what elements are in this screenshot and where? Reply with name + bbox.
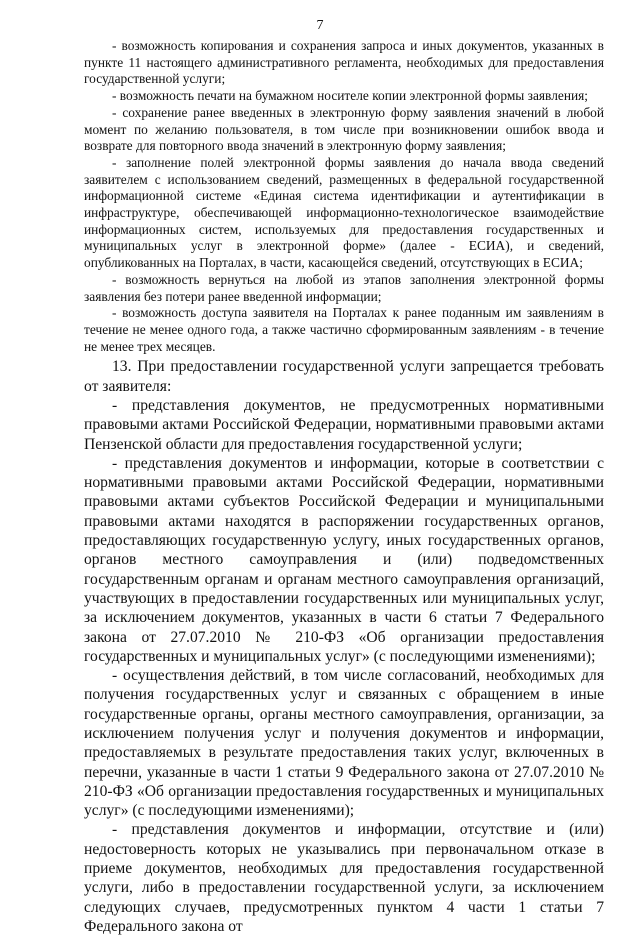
document-body [84, 38, 604, 936]
paragraph-prohibition-2: - представления документов и информации, которые в соответствии с нормативными правовыми актами Российской Федерации, нормативными правовыми актами субъектов Российской Федерации и муниципальными правовыми актами находятся в распоряжении государственных органов, предоставляющих государственную услугу, иных государственных органов, органов местного самоуправления и (или) подведомственных государственным органам и органам местного самоуправления организаций, участвующих в предоставлении государственных или муниципальных услуг, за исключением документов, указанных в части 6 статьи 7 Федерального закона от 27.07.2010 № 210-ФЗ «Об организации предоставления государственных и муниципальных услуг» (с последующими изменениями); [84, 454, 604, 665]
paragraph-saving-values: - сохранение ранее введенных в электронную форму заявления значений в любой момент по желанию пользователя, в том числе при возникновении ошибок ввода и возврате для повторного ввода значений в электронную форму заявления; [84, 104, 604, 154]
paragraph-printing: - возможность печати на бумажном носителе копии электронной формы заявления; [112, 88, 589, 104]
paragraph-prohibition-3: - осуществления действий, в том числе согласований, необходимых для получения государственных услуг и связанных с обращением в иные государственные органы, органы местного самоуправления, организации, за исключением получения услуг и получения документов и информации, предоставляемых в результате предоставления таких услуг, включенных в перечни, указанные в части 1 статьи 9 Федерального закона от 27.07.2010 № 210-ФЗ «Об организации предоставления государственных и муниципальных услуг» (с последующими изменениями); [84, 667, 604, 820]
paragraph-access-history: - возможность доступа заявителя на Порталах к ранее поданным им заявлениям в течение не менее одного года, а также частично сформированным заявлениям - в течение не менее трех месяцев. [84, 305, 604, 354]
paragraph-return-to-step: - возможность вернуться на любой из этапов заполнения электронной формы заявления без потери ранее введенной информации; [84, 271, 604, 304]
prohibitions-section [84, 357, 604, 936]
paragraph-prohibition-4: - представления документов и информации, отсутствие и (или) недостоверность которых не указывались при первоначальном отказе в приеме документов, необходимых для предоставления государственной услуги, либо в предоставлении государственной услуги, за исключением следующих случаев, предусмотренных пунктом 4 части 1 статьи 7 Федерального закона от [84, 821, 604, 935]
paragraph-clause-13: 13. При предоставлении государственной услуги запрещается требовать от заявителя: [84, 358, 604, 395]
page-number: 7 [316, 18, 324, 33]
paragraph-esia-prefill: - заполнение полей электронной формы заявления до начала ввода сведений заявителем с использованием сведений, размещенных в федеральной государственной информационной системе «Единая система идентификации и аутентификации в инфраструктуре, обеспечивающей информационно-технологическое взаимодействие информационных систем, используемых для предоставления государственных и муниципальных услуг в электронной форме» (далее - ЕСИА), и сведений, опубликованных на Порталах, в части, касающейся сведений, отсутствующих в ЕСИА; [84, 154, 604, 271]
portal-capabilities-list [84, 38, 604, 355]
paragraph-copy-saving: - возможность копирования и сохранения запроса и иных документов, указанных в пункте 11 настоящего административного регламента, необходимых для предоставления государственной услуги; [84, 38, 604, 87]
paragraph-prohibition-1: - представления документов, не предусмотренных нормативными правовыми актами Российской Федерации, нормативными правовыми актами Пензенской области для предоставления государственной услуги; [84, 396, 604, 453]
